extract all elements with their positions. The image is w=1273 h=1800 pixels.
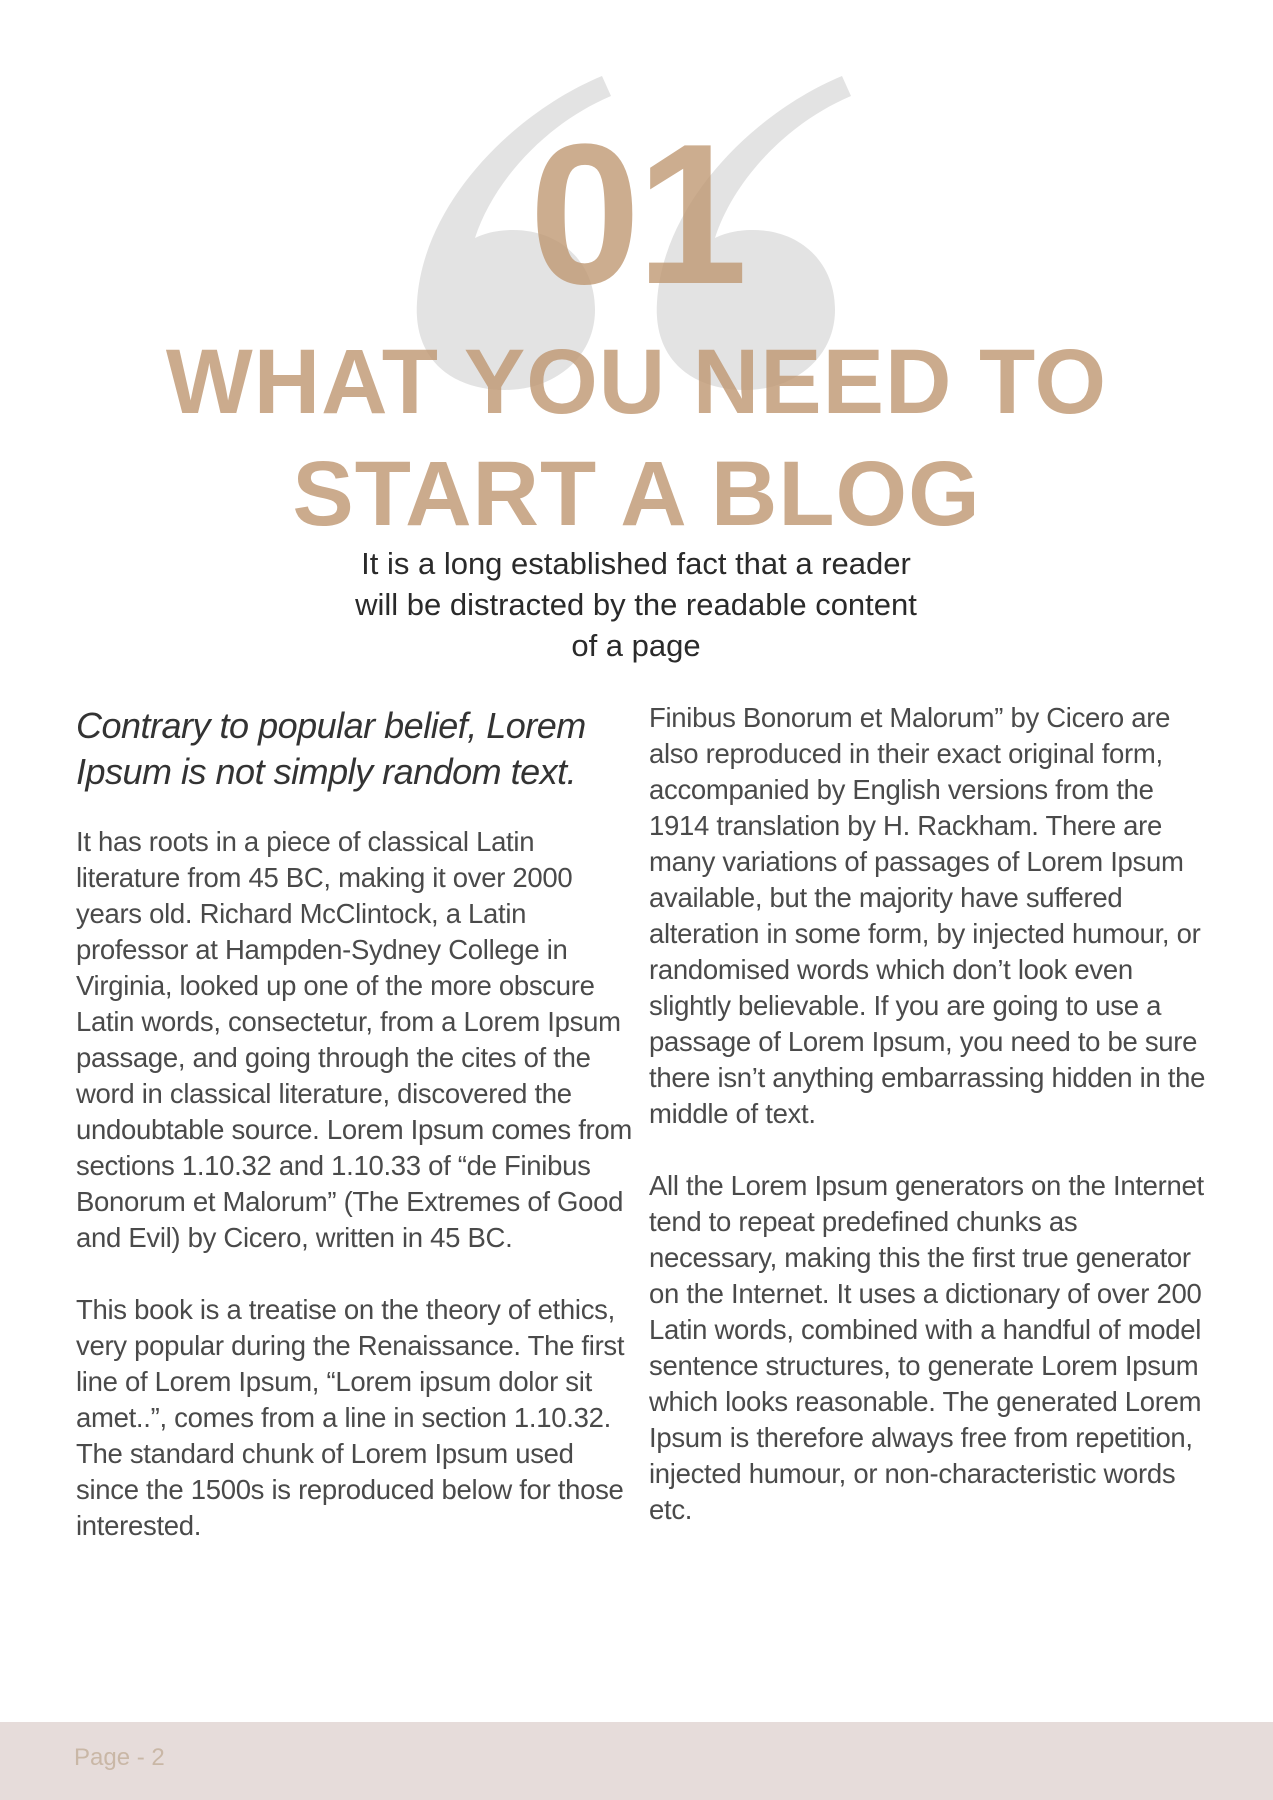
body-paragraph: This book is a treatise on the theory of ethics, very popular during the Renaissance. The first line of Lorem Ipsum, “Lorem ipsum dolor sit amet..”, comes from a line in section 1.10.32. The standard chunk of Lorem Ipsum used since the 1500s is reproduced below for those interested.: [76, 1294, 625, 1541]
left-column: [76, 703, 636, 1580]
page-title: [0, 326, 1273, 550]
page-number: Page - 2: [74, 1744, 165, 1771]
page-footer: [0, 1722, 1273, 1800]
lead-text: Contrary to popular belief, Lorem Ipsum is not simply random text.: [76, 705, 586, 792]
intro-line-1: It is a long established fact that a reader: [361, 546, 911, 581]
body-paragraph: All the Lorem Ipsum generators on the Internet tend to repeat predefined chunks as necessary, making this the first true generator on the Internet. It uses a dictionary of over 200 Latin words, combined with a handful of model sentence structures, to generate Lorem Ipsum which looks reasonable. The generated Lorem Ipsum is therefore always free from repetition, injected humour, or non-characteristic words etc.: [649, 1170, 1204, 1525]
body-paragraph: Finibus Bonorum et Malorum” by Cicero are also reproduced in their exact original form, accompanied by English versions from the 1914 translation by H. Rackham. There are many variations of passages of Lorem Ipsum available, but the majority have suffered alteration in some form, by injected humour, or randomised words which don’t look even slightly believable. If you are going to use a passage of Lorem Ipsum, you need to be sure there isn’t anything embarrassing hidden in the middle of text.: [649, 702, 1206, 1129]
intro-text: [286, 543, 986, 666]
intro-line-3: of a page: [571, 628, 701, 663]
page-title-line-1: WHAT YOU NEED TO: [165, 331, 1108, 433]
intro-line-2: will be distracted by the readable content: [355, 587, 917, 622]
right-column: [649, 700, 1209, 1564]
page-title-line-2: START A BLOG: [292, 443, 981, 545]
chapter-number: 01: [529, 103, 744, 326]
body-paragraph: It has roots in a piece of classical Latin literature from 45 BC, making it over 2000 years old. Richard McClintock, a Latin professor at Hampden-Sydney College in Virginia, looked up one of the more obscure Latin words, consectetur, from a Lorem Ipsum passage, and going through the cites of the word in classical literature, discovered the undoubtable source. Lorem Ipsum comes from sections 1.10.32 and 1.10.33 of “de Finibus Bonorum et Malorum” (The Extremes of Good and Evil) by Cicero, written in 45 BC.: [76, 826, 633, 1253]
